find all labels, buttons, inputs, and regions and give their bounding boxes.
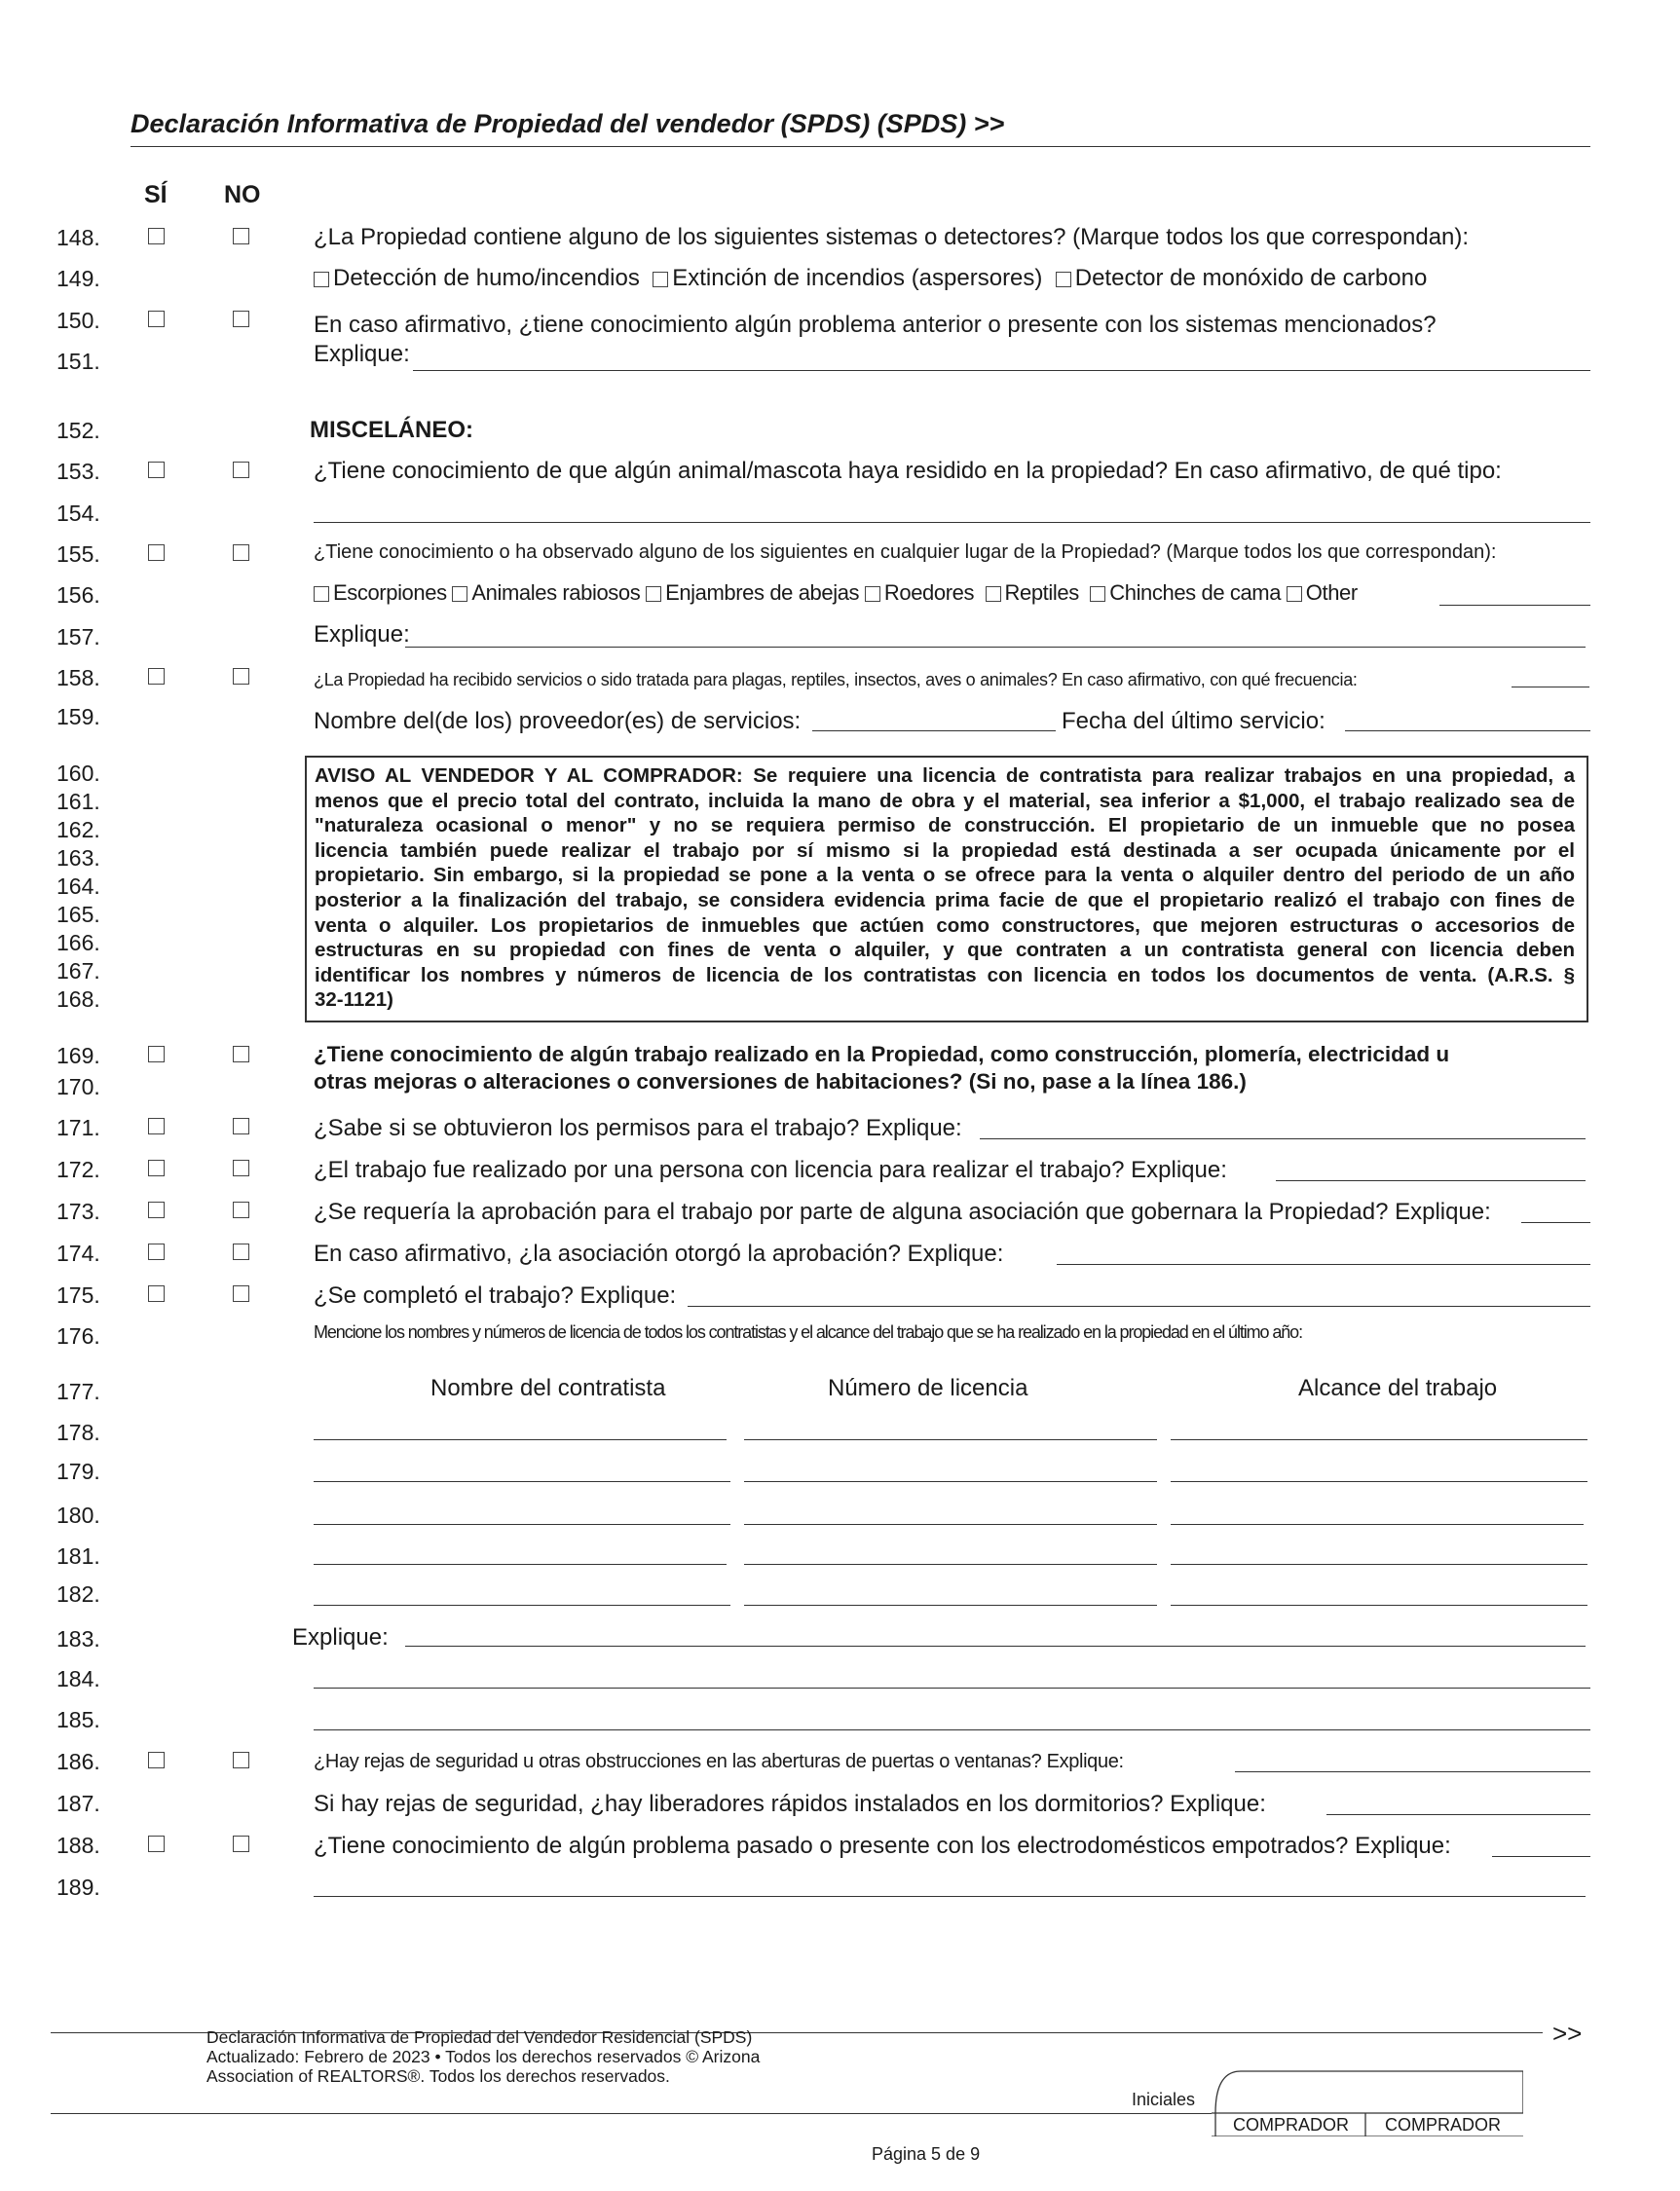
notice-line: propietario. Sin embargo, si la propiedad se pone a la venta o se ofrece para la venta o alquiler dentro del periodo de un año xyxy=(315,864,1575,887)
line-number: 172. xyxy=(56,1157,100,1182)
provider-label: Nombre del(de los) proveedor(es) de servicios: xyxy=(314,708,802,734)
line-number: 170. xyxy=(56,1074,100,1099)
line-number: 148. xyxy=(56,225,100,250)
no-checkbox-153[interactable] xyxy=(233,462,249,478)
yes-checkbox-150[interactable] xyxy=(148,311,165,327)
provider-field[interactable] xyxy=(812,730,1056,731)
question-175: ¿Se completó el trabajo? Explique: xyxy=(314,1282,677,1309)
work-scope-field[interactable] xyxy=(1171,1439,1587,1440)
buyer-label-1: COMPRADOR xyxy=(1233,2115,1350,2135)
line-number: 159. xyxy=(56,704,100,729)
line-number: 155. xyxy=(56,541,100,567)
line-number: 154. xyxy=(56,501,100,526)
license-number-field[interactable] xyxy=(744,1481,1157,1482)
line-number: 186. xyxy=(56,1749,100,1774)
systems-options: Detección de humo/incendios Extinción de incendios (aspersores) Detector de monóxido de carbono xyxy=(314,265,1427,292)
question-188: ¿Tiene conocimiento de algún problema pasado o presente con los electrodomésticos empotrados? Explique: xyxy=(314,1833,1451,1859)
explain-field-171[interactable] xyxy=(980,1138,1586,1139)
question-186: ¿Hay rejas de seguridad u otras obstrucciones en las aberturas de puertas o ventanas? Explique: xyxy=(314,1751,1124,1772)
yes-checkbox-173[interactable] xyxy=(148,1202,165,1218)
footer-arrows: >> xyxy=(1552,2019,1583,2048)
page-title: Declaración Informativa de Propiedad del vendedor (SPDS) (SPDS) >> xyxy=(131,109,1005,138)
question-169: ¿Tiene conocimiento de algún trabajo realizado en la Propiedad, como construcción, plomería, electricidad u xyxy=(314,1042,1450,1066)
yes-checkbox-158[interactable] xyxy=(148,668,165,685)
question-153: ¿Tiene conocimiento de que algún animal/mascota haya residido en la propiedad? En caso afirmativo, de qué tipo: xyxy=(314,458,1502,484)
footer-rule-bottom xyxy=(51,2113,1212,2114)
notice-line: "naturaleza ocasional o menor" y no se requiera permiso de construcción. El propietario de un inmueble que no posea xyxy=(315,814,1575,837)
explain-field-187[interactable] xyxy=(1326,1814,1590,1815)
no-checkbox-150[interactable] xyxy=(233,311,249,327)
no-checkbox-148[interactable] xyxy=(233,228,249,244)
question-155: ¿Tiene conocimiento o ha observado alguno de los siguientes en cualquier lugar de la Propiedad? (Marque todos los que correspondan): xyxy=(314,541,1497,563)
line-number: 150. xyxy=(56,308,100,333)
question-187: Si hay rejas de seguridad, ¿hay liberadores rápidos instalados en los dormitorios? Explique: xyxy=(314,1791,1266,1817)
smoke-detection-checkbox[interactable] xyxy=(314,272,329,287)
last-service-label: Fecha del último servicio: xyxy=(1062,708,1325,734)
rodents-checkbox[interactable] xyxy=(865,586,880,602)
contractor-name-field[interactable] xyxy=(314,1564,727,1565)
question-171: ¿Sabe si se obtuvieron los permisos para el trabajo? Explique: xyxy=(314,1115,962,1141)
last-service-field[interactable] xyxy=(1345,730,1590,731)
line-number: 177. xyxy=(56,1379,100,1404)
line-number: 171. xyxy=(56,1115,100,1140)
notice-line: 32-1121) xyxy=(315,988,393,1012)
line-number: 157. xyxy=(56,624,100,650)
other-pest-field[interactable] xyxy=(1439,605,1590,606)
line-number: 161. xyxy=(56,789,100,814)
license-number-header: Número de licencia xyxy=(828,1375,1028,1401)
line-number: 169. xyxy=(56,1043,100,1068)
work-scope-header: Alcance del trabajo xyxy=(1298,1375,1498,1401)
license-number-field[interactable] xyxy=(744,1605,1157,1606)
explain-field-174[interactable] xyxy=(1057,1264,1590,1265)
no-checkbox-158[interactable] xyxy=(233,668,249,685)
line-number: 165. xyxy=(56,902,100,927)
co-detector-checkbox[interactable] xyxy=(1056,272,1071,287)
contractor-name-field[interactable] xyxy=(314,1524,730,1525)
notice-line: venta o alquiler. Los propietarios de inmuebles que actúen como constructores, que mejoren estructuras o accesorios de xyxy=(315,913,1575,937)
no-checkbox-155[interactable] xyxy=(233,544,249,561)
answer-field-154[interactable] xyxy=(314,522,1590,523)
line-number: 158. xyxy=(56,665,100,690)
yes-checkbox-174[interactable] xyxy=(148,1244,165,1260)
line-number: 153. xyxy=(56,459,100,484)
footer-line: Actualizado: Febrero de 2023 • Todos los derechos reservados © Arizona xyxy=(206,2047,761,2066)
yes-checkbox-186[interactable] xyxy=(148,1752,165,1768)
contractor-name-header: Nombre del contratista xyxy=(430,1375,666,1401)
question-148: ¿La Propiedad contiene alguno de los siguientes sistemas o detectores? (Marque todos los que correspondan): xyxy=(314,224,1470,250)
no-checkbox-173[interactable] xyxy=(233,1202,249,1218)
misc-heading: MISCELÁNEO: xyxy=(310,417,473,443)
yes-checkbox-171[interactable] xyxy=(148,1118,165,1134)
pests-options: Escorpiones Animales rabiosos Enjambres de abejas Roedores Reptiles Chinches de cama Other xyxy=(314,580,1358,606)
question-150: En caso afirmativo, ¿tiene conocimiento algún problema anterior o presente con los sistemas mencionados? xyxy=(314,312,1437,338)
line-number: 184. xyxy=(56,1666,100,1691)
line-number: 156. xyxy=(56,582,100,608)
question-173: ¿Se requería la aprobación para el trabajo por parte de alguna asociación que gobernara la Propiedad? Explique: xyxy=(314,1199,1491,1225)
explain-field-172[interactable] xyxy=(1276,1180,1586,1181)
line-number: 167. xyxy=(56,958,100,984)
question-176: Mencione los nombres y números de licencia de todos los contratistas y el alcance del trabajo que se ha realizado en la propiedad en el último año: xyxy=(314,1322,1302,1342)
sprinklers-checkbox[interactable] xyxy=(653,272,668,287)
no-column-header: NO xyxy=(224,181,261,208)
question-172: ¿El trabajo fue realizado por una persona con licencia para realizar el trabajo? Explique: xyxy=(314,1157,1227,1183)
bee-swarms-checkbox[interactable] xyxy=(646,586,661,602)
line-number: 151. xyxy=(56,349,100,374)
notice-line: licencia también puede realizar el trabajo por sí mismo si la propiedad está destinada a ser ocupada únicamente por el xyxy=(315,838,1575,862)
notice-line: estructuras en su propiedad con fines de venta o alquiler, y que contraten a un contratista general con licencia deben xyxy=(315,939,1575,962)
explain-field-151[interactable] xyxy=(413,370,1590,371)
line-number: 179. xyxy=(56,1459,100,1484)
buyer-label-2: COMPRADOR xyxy=(1385,2115,1502,2135)
line-number: 160. xyxy=(56,761,100,786)
reptiles-checkbox[interactable] xyxy=(986,586,1001,602)
notice-line: identificar los nombres y números de licencia de los contratistas con licencia en todos los documentos de venta. (A.R.S. § xyxy=(315,963,1575,986)
license-number-field[interactable] xyxy=(744,1439,1157,1440)
question-174: En caso afirmativo, ¿la asociación otorgó la aprobación? Explique: xyxy=(314,1241,1004,1267)
yes-checkbox-188[interactable] xyxy=(148,1836,165,1852)
line-number: 189. xyxy=(56,1875,100,1900)
line-number: 180. xyxy=(56,1503,100,1528)
line-number: 175. xyxy=(56,1282,100,1308)
explain-field-183[interactable] xyxy=(405,1646,1586,1647)
line-number: 168. xyxy=(56,986,100,1012)
explain-field-185[interactable] xyxy=(314,1729,1590,1730)
footer-line: Association of REALTORS®. Todos los derechos reservados. xyxy=(206,2066,670,2086)
contractor-name-field[interactable] xyxy=(314,1605,730,1606)
line-number: 183. xyxy=(56,1626,100,1652)
explain-label-183: Explique: xyxy=(292,1624,389,1651)
no-checkbox-186[interactable] xyxy=(233,1752,249,1768)
work-scope-field[interactable] xyxy=(1171,1564,1587,1565)
notice-lead: AVISO AL VENDEDOR Y AL COMPRADOR: xyxy=(315,764,743,787)
footer-line: Declaración Informativa de Propiedad del Vendedor Residencial (SPDS) xyxy=(206,2027,753,2047)
line-number: 152. xyxy=(56,418,100,443)
line-number: 174. xyxy=(56,1241,100,1266)
no-checkbox-188[interactable] xyxy=(233,1836,249,1852)
buyer-initials-2-field[interactable] xyxy=(1367,2070,1519,2111)
rabid-animals-checkbox[interactable] xyxy=(452,586,467,602)
header-rule xyxy=(131,146,1590,147)
explain-field-173[interactable] xyxy=(1521,1222,1590,1223)
no-checkbox-169[interactable] xyxy=(233,1046,249,1062)
no-checkbox-171[interactable] xyxy=(233,1118,249,1134)
scorpions-checkbox[interactable] xyxy=(314,586,329,602)
work-scope-field[interactable] xyxy=(1171,1524,1584,1525)
line-number: 181. xyxy=(56,1543,100,1569)
explain-label-151: Explique: xyxy=(314,341,410,367)
line-number: 164. xyxy=(56,873,100,899)
no-checkbox-175[interactable] xyxy=(233,1285,249,1302)
yes-checkbox-155[interactable] xyxy=(148,544,165,561)
contractor-license-notice xyxy=(305,756,1588,1022)
line-number: 149. xyxy=(56,266,100,291)
line-number: 187. xyxy=(56,1791,100,1816)
line-number: 173. xyxy=(56,1199,100,1224)
other-checkbox[interactable] xyxy=(1287,586,1302,602)
line-number: 182. xyxy=(56,1581,100,1607)
work-scope-field[interactable] xyxy=(1171,1481,1587,1482)
yes-checkbox-169[interactable] xyxy=(148,1046,165,1062)
line-number: 178. xyxy=(56,1420,100,1445)
explain-field-186[interactable] xyxy=(1235,1771,1590,1772)
no-checkbox-172[interactable] xyxy=(233,1160,249,1176)
line-number: 162. xyxy=(56,817,100,842)
buyer-initials-1-field[interactable] xyxy=(1217,2070,1363,2111)
no-checkbox-174[interactable] xyxy=(233,1244,249,1260)
explain-field-175[interactable] xyxy=(688,1306,1590,1307)
yes-checkbox-175[interactable] xyxy=(148,1285,165,1302)
contractor-name-field[interactable] xyxy=(314,1439,727,1440)
explain-label-157: Explique: xyxy=(314,621,410,648)
yes-checkbox-148[interactable] xyxy=(148,228,165,244)
explain-field-184[interactable] xyxy=(314,1688,1590,1689)
notice-line: Se requiere una licencia de contratista para realizar trabajos en una propiedad, a xyxy=(742,764,1575,787)
yes-checkbox-172[interactable] xyxy=(148,1160,165,1176)
question-158: ¿La Propiedad ha recibido servicios o sido tratada para plagas, reptiles, insectos, aves o animales? En caso afirmativo, con qué frecuencia: xyxy=(314,670,1358,689)
contractor-name-field[interactable] xyxy=(314,1481,730,1482)
yes-column-header: SÍ xyxy=(144,181,168,208)
license-number-field[interactable] xyxy=(744,1564,1157,1565)
explain-field-157[interactable] xyxy=(405,647,1586,648)
bedbugs-checkbox[interactable] xyxy=(1090,586,1105,602)
notice-line: menos que el precio total del contrato, incluida la mano de obra y el material, sea inferior a $1,000, el trabajo realizado sea de xyxy=(315,789,1575,812)
explain-field-188[interactable] xyxy=(1492,1856,1590,1857)
footer-text xyxy=(206,2027,760,2086)
license-number-field[interactable] xyxy=(744,1524,1157,1525)
line-number: 188. xyxy=(56,1833,100,1858)
page-number: Página 5 de 9 xyxy=(872,2144,981,2164)
line-number: 166. xyxy=(56,930,100,955)
line-number: 163. xyxy=(56,845,100,871)
question-170: otras mejoras o alteraciones o conversiones de habitaciones? (Si no, pase a la línea 186.) xyxy=(314,1069,1247,1094)
work-scope-field[interactable] xyxy=(1171,1605,1587,1606)
notice-line: posterior a la finalización del trabajo, se considera evidencia prima facie de que el propietario realizó el trabajo con fines de xyxy=(315,888,1575,911)
yes-checkbox-153[interactable] xyxy=(148,462,165,478)
initials-label: Iniciales xyxy=(1132,2090,1196,2109)
line-number: 176. xyxy=(56,1323,100,1349)
explain-field-189[interactable] xyxy=(314,1896,1586,1897)
line-number: 185. xyxy=(56,1707,100,1732)
